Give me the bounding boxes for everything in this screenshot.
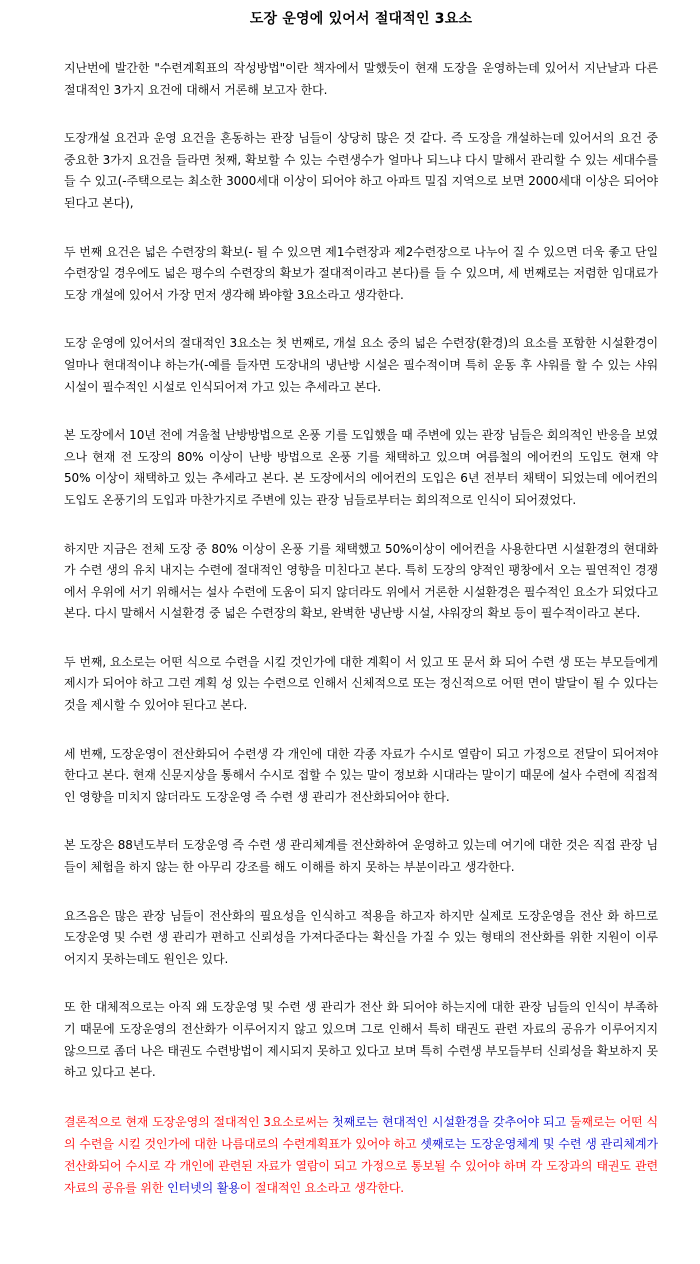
conclusion-paragraph [64,1111,658,1199]
conclusion-segment: 인터넷의 활용 [167,1180,240,1195]
paragraph-8: 세 번째, 도장운영이 전산화되어 수련생 각 개인에 대한 각종 자료가 수시로 열람이 되고 가정으로 전달이 되어져야 한다고 본다. 현재 신문지상을 통해서 수시로 접할 수 있는 말이 정보화 시대라는 말이기 때문에 설사 수련에 직접적인 영향을 미치지 않더라도 도장운영 즉 수련 생 관리가 전산화되어야 한다. [64,746,658,804]
conclusion-segment: 셋째로는 도장운영체계 및 수련 생 관리체계가 [420,1136,658,1151]
paragraph-5: 본 도장에서 10년 전에 겨울철 난방방법으로 온풍 기를 도입했을 때 주변에 있는 관장 님들은 회의적인 반응을 보였으나 현재 전 도장의 80% 이상이 난방 방법으로 온풍 기를 채택하고 있으며 여름철의 에어컨의 도입도 현재 약 50% 이상이 채택하고 있는 추세라고 본다. 본 도장에서의 에어컨의 도입은 6년 전부터 채택이 되었는데 에어컨의 도입도 온풍기의 도입과 마찬가지로 주변에 있는 관장 님들로부터는 회의적으로 인식이 되어졌었다. [64,428,658,507]
paragraph-3: 두 번째 요건은 넓은 수련장의 확보(- 될 수 있으면 제1수련장과 제2수련장으로 나누어 질 수 있으면 더욱 좋고 단일 수련장일 경우에도 넓은 평수의 수련장의 확보가 절대적이라고 본다)를 들 수 있으며, 세 번째로는 저렴한 임대료가 도장 개설에 있어서 가장 먼저 생각해 봐야할 3요소라고 생각한다. [64,244,658,302]
paragraph-7: 두 번째, 요소로는 어떤 식으로 수련을 시킬 것인가에 대한 계획이 서 있고 또 문서 화 되어 수련 생 또는 부모들에게 제시가 되어야 하고 그런 계획 성 있는 수련으로 인해서 신체적으로 또는 정신적으로 어떤 면이 발달이 될 수 있다는 것을 제시할 수 있어야 된다고 본다. [64,654,658,713]
page-title: 도장 운영에 있어서 절대적인 3요소 [249,11,473,27]
conclusion-segment: 결론적으로 현재 도장운영의 절대적인 3요소로써는 [64,1114,333,1129]
paragraph-11: 또 한 대체적으로는 아직 왜 도장운영 및 수련 생 관리가 전산 화 되어야 하는지에 대한 관장 님들의 인식이 부족하기 때문에 도장운영의 전산화가 이루어지지 않고 있으며 그로 인해서 특히 태권도 관련 자료의 공유가 이루어지지 않으므로 좀더 나은 태권도 수련방법이 제시되지 못하고 있다고 보며 특히 수련생 부모들부터 신뢰성을 확보하지 못하고 있다고 본다. [64,1000,658,1080]
conclusion-segment: 둘째로는 어떤 식의 수련을 시킬 것인가에 대한 나름대로의 수련계획표가 있어야 하고 [64,1114,658,1151]
paragraph-9: 본 도장은 88년도부터 도장운영 즉 수련 생 관리체계를 전산화하여 운영하고 있는데 여기에 대한 것은 직접 관장 님들이 체험을 하지 않는 한 아무리 강조를 해도 이해를 하지 못하는 부분이라고 생각한다. [64,838,658,875]
paragraph-6: 하지만 지금은 전체 도장 중 80% 이상이 온풍 기를 채택했고 50%이상이 에어컨을 사용한다면 시설환경의 현대화가 수련 생의 유치 내지는 수련에 절대적인 영향을 미친다고 본다. 특히 도장의 양적인 팽창에서 오는 필연적인 경쟁에서 우위에 서기 위해서는 설사 수련에 도움이 되지 않더라도 위에서 거론한 시설환경은 필수적인 요소가 되었다고 본다. 다시 말해서 시설환경 중 넓은 수련장의 확보, 완벽한 냉난방 시설, 샤워장의 확보 등이 필수적이라고 본다. [64,541,658,621]
conclusion-segment: 이 절대적인 요소라고 생각한다. [239,1180,405,1195]
paragraph-1: 지난번에 발간한 "수련계획표의 작성방법"이란 책자에서 말했듯이 현재 도장을 운영하는데 있어서 지난날과 다른 절대적인 3가지 요건에 대해서 거론해 보고자 한다. [64,61,658,97]
paragraph-10: 요즈음은 많은 관장 님들이 전산화의 필요성을 인식하고 적용을 하고자 하지만 실제로 도장운영을 전산 화 하므로 도장운영 및 수련 생 관리가 편하고 신뢰성을 가져다준다는 확신을 가질 수 있는 형태의 전산화를 위한 지원이 이루어지지 못하는데도 원인은 있다. [64,908,658,966]
paragraph-2: 도장개설 요건과 운영 요건을 혼동하는 관장 님들이 상당히 많은 것 같다. 즉 도장을 개설하는데 있어서의 요건 중 중요한 3가지 요건을 들라면 첫째, 확보할 수 있는 수련생수가 얼마나 되느냐 다시 말해서 관리할 수 있는 세대수를 들 수 있고(-주택으로는 최소한 3000세대 이상이 되어야 하고 아파트 밀집 지역으로 보면 2000세대 이상은 되어야 된다고 본다), [64,131,658,210]
conclusion-segment: 첫째로는 현대적인 시설환경을 갖추어야 되고 [332,1114,570,1129]
paragraph-4: 도장 운영에 있어서의 절대적인 3요소는 첫 번째로, 개설 요소 중의 넓은 수련장(환경)의 요소를 포함한 시설환경이 얼마나 현대적이냐 하는가(-예를 들자면 도장내의 냉난방 시설은 필수적이며 특히 운동 후 샤워를 할 수 있는 샤워 시설이 필수적인 시설로 인식되어져 가고 있는 추세라고 본다. [64,336,658,394]
conclusion-segment: 전산화되어 수시로 각 개인에 관련된 자료가 열람이 되고 가정으로 통보될 수 있어야 하며 각 도장과의 태권도 관련 자료의 공유를 위한 [64,1158,658,1195]
